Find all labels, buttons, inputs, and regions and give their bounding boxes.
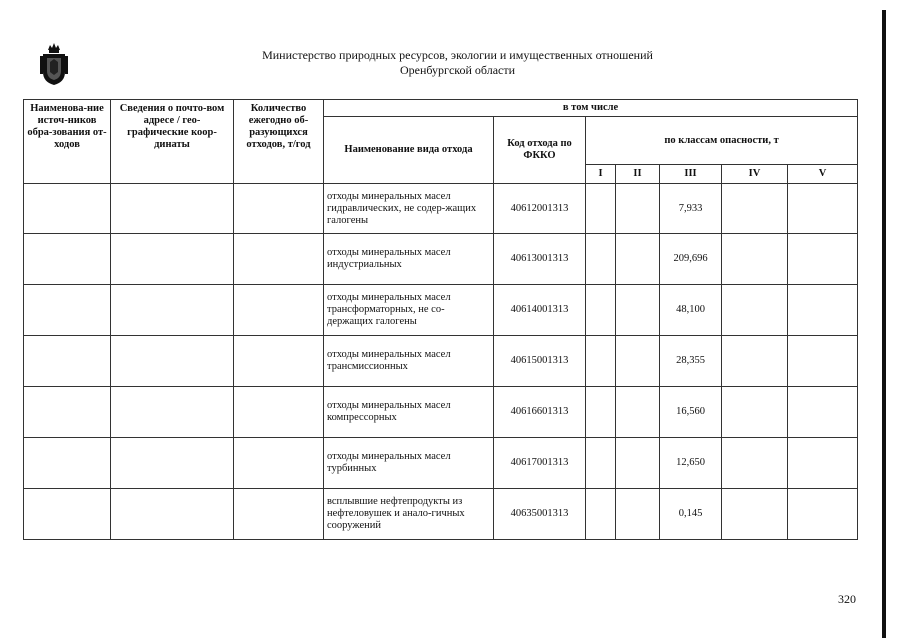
class-iv-cell <box>722 336 788 387</box>
class-iii-cell: 0,145 <box>660 489 722 540</box>
address-cell <box>111 234 234 285</box>
waste-type-cell: отходы минеральных масел трансформаторных, не со-держащих галогены <box>324 285 494 336</box>
class-v-cell <box>788 234 858 285</box>
source-name-cell <box>24 489 111 540</box>
col-header-including: в том числе <box>324 100 858 117</box>
class-i-cell <box>586 184 616 234</box>
address-cell <box>111 387 234 438</box>
table-row <box>24 438 858 489</box>
waste-code-cell: 40614001313 <box>494 285 586 336</box>
table-row <box>24 285 858 336</box>
class-v-cell <box>788 336 858 387</box>
class-v-cell <box>788 438 858 489</box>
table-row <box>24 387 858 438</box>
waste-table <box>23 99 858 540</box>
class-ii-cell <box>616 285 660 336</box>
source-name-cell <box>24 234 111 285</box>
scan-edge-line <box>882 10 886 638</box>
class-iv-cell <box>722 184 788 234</box>
class-iv-cell <box>722 285 788 336</box>
class-iv-cell <box>722 234 788 285</box>
class-i-cell <box>586 285 616 336</box>
address-cell <box>111 285 234 336</box>
col-header-hazard-classes: по классам опасности, т <box>586 117 858 165</box>
source-name-cell <box>24 438 111 489</box>
class-ii-cell <box>616 336 660 387</box>
address-cell <box>111 184 234 234</box>
source-name-cell <box>24 184 111 234</box>
class-i-cell <box>586 234 616 285</box>
quantity-cell <box>234 336 324 387</box>
col-header-class-i: I <box>586 165 616 184</box>
quantity-cell <box>234 438 324 489</box>
waste-code-cell: 40617001313 <box>494 438 586 489</box>
class-iv-cell <box>722 387 788 438</box>
header-line-2: Оренбургской области <box>399 63 516 77</box>
source-name-cell <box>24 285 111 336</box>
waste-type-cell: отходы минеральных масел индустриальных <box>324 234 494 285</box>
waste-type-cell: отходы минеральных масел гидравлических, не содер-жащих галогены <box>324 184 494 234</box>
quantity-cell <box>234 489 324 540</box>
class-iv-cell <box>722 438 788 489</box>
table-row <box>24 336 858 387</box>
class-iv-cell <box>722 489 788 540</box>
table-row <box>24 184 858 234</box>
waste-code-cell: 40616601313 <box>494 387 586 438</box>
header-line-1: Министерство природных ресурсов, экологии и имущественных отношений <box>262 48 653 62</box>
class-i-cell <box>586 489 616 540</box>
col-header-address: Сведения о почто-вом адресе / гео-графические коор-динаты <box>111 100 234 184</box>
col-header-class-iv: IV <box>722 165 788 184</box>
class-iii-cell: 209,696 <box>660 234 722 285</box>
waste-code-cell: 40615001313 <box>494 336 586 387</box>
waste-type-cell: отходы минеральных масел трансмиссионных <box>324 336 494 387</box>
source-name-cell <box>24 387 111 438</box>
class-ii-cell <box>616 234 660 285</box>
class-v-cell <box>788 489 858 540</box>
col-header-source-name: Наименова-ние источ-ников обра-зования от-ходов <box>24 100 111 184</box>
col-header-class-iii: III <box>660 165 722 184</box>
quantity-cell <box>234 387 324 438</box>
class-i-cell <box>586 387 616 438</box>
address-cell <box>111 438 234 489</box>
class-v-cell <box>788 387 858 438</box>
class-ii-cell <box>616 438 660 489</box>
class-iii-cell: 12,650 <box>660 438 722 489</box>
ministry-header <box>170 48 745 78</box>
waste-type-cell: отходы минеральных масел компрессорных <box>324 387 494 438</box>
class-v-cell <box>788 184 858 234</box>
col-header-class-v: V <box>788 165 858 184</box>
col-header-waste-type: Наименование вида отхода <box>324 117 494 184</box>
class-i-cell <box>586 336 616 387</box>
page-number: 320 <box>838 592 856 606</box>
table-row <box>24 234 858 285</box>
quantity-cell <box>234 184 324 234</box>
class-v-cell <box>788 285 858 336</box>
class-iii-cell: 7,933 <box>660 184 722 234</box>
waste-code-cell: 40613001313 <box>494 234 586 285</box>
class-iii-cell: 28,355 <box>660 336 722 387</box>
coat-of-arms-icon <box>40 42 68 86</box>
quantity-cell <box>234 234 324 285</box>
col-header-class-ii: II <box>616 165 660 184</box>
class-ii-cell <box>616 489 660 540</box>
waste-type-cell: отходы минеральных масел турбинных <box>324 438 494 489</box>
quantity-cell <box>234 285 324 336</box>
address-cell <box>111 489 234 540</box>
waste-code-cell: 40635001313 <box>494 489 586 540</box>
class-iii-cell: 16,560 <box>660 387 722 438</box>
waste-code-cell: 40612001313 <box>494 184 586 234</box>
source-name-cell <box>24 336 111 387</box>
waste-type-cell: всплывшие нефтепродукты из нефтеловушек и анало-гичных сооружений <box>324 489 494 540</box>
col-header-quantity: Количество ежегодно об-разующихся отходов, т/год <box>234 100 324 184</box>
class-ii-cell <box>616 387 660 438</box>
col-header-code: Код отхода по ФККО <box>494 117 586 184</box>
address-cell <box>111 336 234 387</box>
class-i-cell <box>586 438 616 489</box>
class-iii-cell: 48,100 <box>660 285 722 336</box>
table-row <box>24 489 858 540</box>
class-ii-cell <box>616 184 660 234</box>
